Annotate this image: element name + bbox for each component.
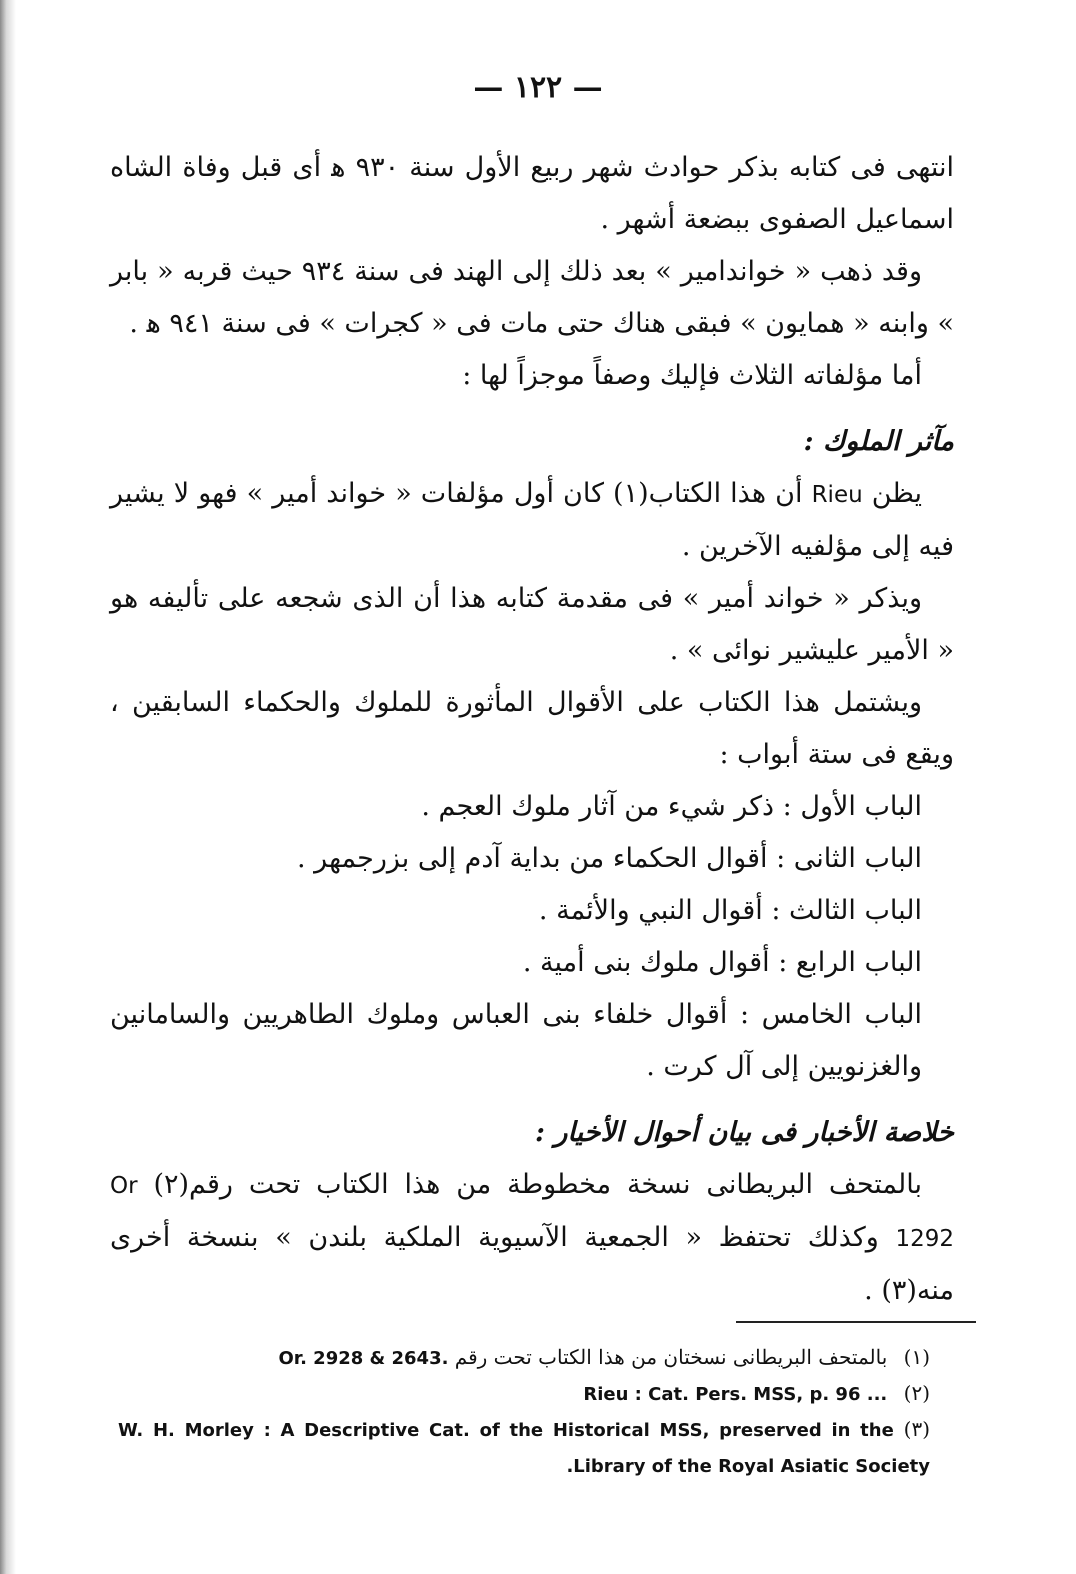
paragraph: وقد ذهب « خواندامير » بعد ذلك إلى الهند فى سنة ٩٣٤ حيث قربه « بابر » وابنه « همايون » فبقى هناك حتى مات فى « كجرات » فى سنة ٩٤١ ﻫ . (110, 256, 954, 339)
chapter-item: الباب الثالث : أقوال النبي والأئمة . (538, 895, 922, 926)
paragraph: ويشتمل هذا الكتاب على الأقوال المأثورة للملوك والحكماء السابقين ، ويقع فى ستة أبواب : (110, 687, 954, 770)
chapter-item: الباب الرابع : أقوال ملوك بنى أمية . (522, 947, 922, 978)
chapter-item: الباب الخامس : أقوال خلفاء بنى العباس وملوك الطاهريين والسامانين والغزنويين إلى آل كرت . (110, 999, 922, 1082)
section-heading: خلاصة الأخبار فى بيان أحوال الأخيار : (535, 1117, 954, 1148)
footnote-3 (118, 1412, 930, 1484)
footnote-number: (١) (903, 1345, 930, 1369)
paragraph (110, 468, 954, 573)
latin-name: Rieu (811, 482, 863, 508)
text-run: وكذلك تحتفظ « الجمعية الآسيوية الملكية بلندن » بنسخة أخرى منه(٣) . (110, 1222, 954, 1306)
footnote-reference: Rieu : Cat. Pers. MSS, p. 96 ... (583, 1384, 888, 1405)
main-text (110, 142, 954, 1317)
page-number: — ١٢٢ — (473, 70, 603, 105)
footnote-number: (٣) (903, 1417, 931, 1441)
text-run: أن هذا الكتاب(١) كان أول مؤلفات « خواند أمير » فهو لا يشير فيه إلى مؤلفيه الآخرين . (110, 478, 954, 562)
paragraph: أما مؤلفاته الثلاث فإليك وصفاً موجزاً لها : (462, 360, 922, 391)
footnote-number: (٢) (903, 1381, 930, 1405)
section-heading: مآثر الملوك : (803, 426, 954, 457)
paragraph: ويذكر « خواند أمير » فى مقدمة كتابه هذا أن الذى شجعه على تأليفه هو « الأمير عليشير نوائى » . (110, 583, 954, 666)
manuscript-number: Or 1292 (110, 1173, 954, 1252)
page-edge-shadow (0, 0, 16, 1574)
footnotes (118, 1340, 930, 1484)
footnote-reference: Or. 2928 & 2643. (278, 1348, 449, 1369)
chapter-item: الباب الأول : ذكر شيء من آثار ملوك العجم . (421, 791, 922, 822)
text-run: يظن (871, 478, 922, 509)
paragraph (110, 1159, 954, 1317)
footnote-1 (118, 1340, 930, 1376)
footnote-text: بالمتحف البريطانى نسختان من هذا الكتاب تحت رقم (454, 1345, 888, 1369)
chapter-item: الباب الثانى : أقوال الحكماء من بداية آدم إلى بزرجمهر . (297, 843, 922, 874)
footnote-divider (736, 1321, 976, 1323)
paragraph: انتهى فى كتابه بذكر حوادث شهر ربيع الأول سنة ٩٣٠ ﻫ أى قبل وفاة الشاه اسماعيل الصفوى ببضعة أشهر . (110, 152, 955, 235)
footnote-reference: W. H. Morley : A Descriptive Cat. of the Historical MSS, preserved in the Library of the Royal Asiatic Society. (118, 1420, 930, 1477)
footnote-2 (118, 1376, 930, 1412)
text-run: بالمتحف البريطانى نسخة مخطوطة من هذا الكتاب تحت رقم(٢) (153, 1169, 922, 1200)
